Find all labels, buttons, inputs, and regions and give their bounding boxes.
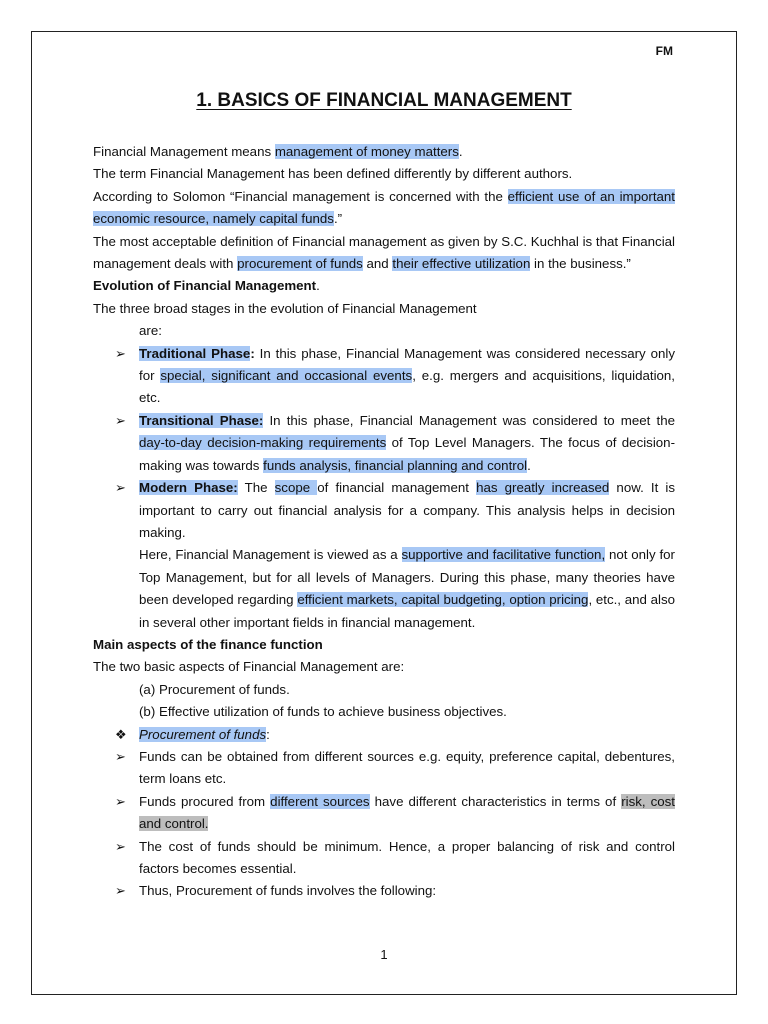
bullet-procurement-involves: [93, 880, 675, 902]
text: :: [250, 345, 255, 361]
text: Thus, Procurement of funds involves the following:: [139, 883, 437, 899]
bullet-transitional-phase: [93, 410, 675, 477]
text: In this phase, Financial Management was considered to meet the: [263, 412, 675, 428]
arrow-bullet-icon: ➢: [115, 838, 126, 854]
bullet-cost-of-funds: [93, 836, 675, 881]
procurement-subheading: [93, 724, 675, 746]
highlight: supportive and facilitative function,: [401, 547, 606, 563]
arrow-bullet-icon: ➢: [115, 793, 126, 809]
highlight: special, significant and occasional events: [160, 368, 413, 384]
text: The cost of funds should be minimum. Hence, a proper balancing of risk and control factors becomes essential.: [139, 838, 675, 876]
text: In this phase, Financial Management was considered necessary only for: [139, 345, 675, 384]
page-title: [0, 90, 768, 112]
arrow-bullet-icon: ➢: [115, 412, 126, 428]
aspect-item-a: (a) Procurement of funds.: [139, 681, 290, 697]
highlight: day-to-day decision-making requirements: [139, 435, 387, 451]
highlight-label: Traditional Phase: [139, 345, 251, 361]
highlight: funds analysis, financial planning and control: [263, 457, 528, 473]
header-tag: FM: [655, 44, 673, 58]
text: of Top Level Managers. The focus of decision-making was towards: [139, 435, 676, 473]
page-title-text: 1. BASICS OF FINANCIAL MANAGEMENT: [196, 90, 572, 111]
bullet-funds-characteristics: [93, 791, 675, 836]
highlight-label: Modern Phase:: [139, 480, 238, 496]
heading-text: Evolution of Financial Management: [93, 278, 317, 294]
aspect-item-b: (b) Effective utilization of funds to achieve business objectives.: [139, 704, 507, 720]
highlight: scope: [274, 480, 318, 496]
arrow-bullet-icon: ➢: [115, 345, 126, 361]
text: of financial management: [317, 480, 477, 496]
text: not only for Top Management, but for all levels of Managers. During this phase, many theories have been developed regarding: [139, 547, 675, 608]
intro-paragraph-4: [93, 231, 675, 276]
text: According to Solomon “Financial management is concerned with the: [93, 188, 508, 204]
arrow-bullet-icon: ➢: [115, 748, 126, 764]
intro-paragraph-3: [93, 186, 675, 231]
intro-paragraph-2: The term Financial Management has been defined differently by different authors.: [93, 166, 573, 182]
text: Here, Financial Management is viewed as a: [139, 547, 402, 563]
text: The most acceptable definition of Financial management as given by S.C. Kuchhal is that Financial management deals with: [93, 233, 675, 272]
highlight: procurement of funds: [237, 256, 363, 272]
highlight: has greatly increased: [476, 480, 610, 496]
modern-phase-paragraph: [93, 544, 675, 634]
text: now. It is important to carry out financial analysis for a company. This analysis helps in decision making.: [139, 480, 675, 540]
text: .”: [333, 211, 343, 227]
bullet-traditional-phase: [93, 343, 675, 410]
text: The: [237, 480, 275, 496]
highlight: Procurement of funds: [139, 726, 267, 742]
highlight: efficient markets, capital budgeting, option pricing: [297, 592, 589, 608]
highlight: different sources: [270, 793, 370, 809]
text: .: [316, 278, 320, 294]
arrow-bullet-icon: ➢: [115, 883, 126, 899]
aspects-heading: Main aspects of the finance function: [93, 636, 323, 652]
highlight: management of money matters: [274, 144, 459, 159]
aspects-intro: The two basic aspects of Financial Management are:: [93, 659, 405, 675]
evolution-intro-continued: are:: [139, 323, 162, 339]
arrow-bullet-icon: ➢: [115, 480, 126, 496]
text: Financial Management means: [93, 144, 275, 159]
text: Funds procured from: [139, 793, 271, 809]
text: , e.g. mergers and acquisitions, liquidation, etc.: [139, 368, 676, 406]
text: :: [266, 726, 270, 742]
text: , etc., and also in several other important fields in financial management.: [139, 592, 676, 630]
text: .: [527, 457, 531, 473]
text: have different characteristics in terms of: [369, 793, 622, 809]
evolution-heading: [93, 275, 675, 297]
highlight: efficient use of an important economic resource, namely capital funds: [93, 188, 675, 227]
text: and: [362, 256, 393, 272]
highlight-label: Transitional Phase:: [139, 412, 264, 428]
intro-paragraph-1: [93, 141, 675, 163]
page-number: 1: [380, 947, 388, 962]
diamond-bullet-icon: ❖: [115, 726, 127, 742]
text: Funds can be obtained from different sources e.g. equity, preference capital, debentures, term loans etc.: [139, 748, 675, 787]
text: .: [458, 144, 463, 159]
text: in the business.”: [530, 256, 631, 272]
bullet-funds-sources: [93, 746, 675, 791]
document-body: [93, 141, 675, 903]
evolution-intro: The three broad stages in the evolution of Financial Management: [93, 300, 477, 316]
highlight: their effective utilization: [392, 256, 531, 272]
bullet-modern-phase: [93, 477, 675, 544]
gray-highlight: risk, cost and control.: [139, 793, 676, 832]
